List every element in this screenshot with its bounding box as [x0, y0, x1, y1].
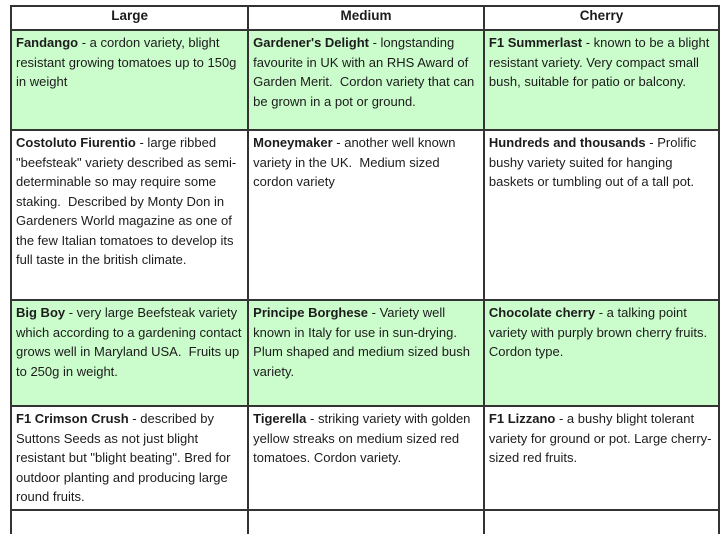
cell-large-fandango: [11, 30, 248, 130]
cell-cherry-hundreds-and-thousands: [484, 130, 719, 300]
variety-name: Chocolate cherry: [488, 305, 596, 320]
variety-description: - a bushy blight tolerant variety for ground or pot. Large cherry-sized red fruits.: [488, 411, 712, 465]
variety-description: - another well known variety in the UK. Medium sized cordon variety: [253, 135, 460, 189]
variety-name: Gardener's Delight: [253, 35, 369, 50]
table-row: [11, 30, 719, 130]
variety-description: - very large Beefsteak variety which according to a gardening contact grows well in Maryland USA. Fruits up to 250g in weight.: [16, 305, 246, 379]
cell-large-f1-crimson-crush: [11, 406, 248, 510]
variety-description: - striking variety with golden yellow streaks on medium sized red tomatoes. Cordon variety.: [253, 411, 475, 465]
header-row: [11, 6, 719, 30]
cell-cherry-chocolate-cherry: [484, 300, 719, 406]
empty-cell: [11, 510, 248, 534]
variety-name: F1 Summerlast: [488, 35, 583, 50]
table-row: [11, 130, 719, 300]
tomato-varieties-table: [10, 5, 720, 534]
variety-description: - a cordon variety, blight resistant growing tomatoes up to 150g in weight: [16, 35, 241, 89]
variety-name: Principe Borghese: [253, 305, 369, 320]
column-header-large: Large: [11, 6, 248, 30]
variety-name: Costoluto Fiurentio: [16, 135, 136, 150]
empty-cell: [484, 510, 719, 534]
variety-description: - a talking point variety with purply brown cherry fruits. Cordon type.: [488, 305, 711, 359]
cell-cherry-f1-summerlast: [484, 30, 719, 130]
cell-cherry-f1-lizzano: [484, 406, 719, 510]
variety-description: - longstanding favourite in UK with an RHS Award of Garden Merit. Cordon variety that can be grown in a pot or ground.: [253, 35, 478, 109]
empty-cell: [248, 510, 484, 534]
cell-large-costoluto-fiurentio: [11, 130, 248, 300]
variety-name: Tigerella: [253, 411, 307, 426]
variety-description: - described by Suttons Seeds as not just blight resistant but "blight beating". Bred for outdoor planting and producing large round fruits.: [16, 411, 235, 504]
cell-large-big-boy: [11, 300, 248, 406]
variety-description: - known to be a blight resistant variety. Very compact small bush, suitable for patio or balcony.: [488, 35, 713, 89]
variety-description: - Prolific bushy variety suited for hanging baskets or tumbling out of a tall pot.: [488, 135, 700, 189]
variety-name: Big Boy: [16, 305, 66, 320]
variety-description: - Variety well known in Italy for use in sun-drying. Plum shaped and medium sized bush variety.: [253, 305, 474, 379]
column-header-cherry: Cherry: [484, 6, 719, 30]
variety-name: Moneymaker: [253, 135, 333, 150]
variety-name: F1 Crimson Crush: [16, 411, 129, 426]
variety-name: Fandango: [16, 35, 79, 50]
cell-medium-moneymaker: [248, 130, 484, 300]
cell-medium-tigerella: [248, 406, 484, 510]
table-row: [11, 300, 719, 406]
cell-medium-principe-borghese: [248, 300, 484, 406]
partial-clipped-row: [11, 510, 719, 534]
table-row: [11, 406, 719, 510]
column-header-medium: Medium: [248, 6, 484, 30]
variety-name: F1 Lizzano: [488, 411, 556, 426]
cell-medium-gardeners-delight: [248, 30, 484, 130]
variety-description: - large ribbed "beefsteak" variety described as semi-determinable so may require some staking. Described by Monty Don in Gardeners World magazine as one of the few Italian tomatoes to develop its full taste in the british climate.: [16, 135, 238, 267]
variety-name: Hundreds and thousands: [488, 135, 646, 150]
